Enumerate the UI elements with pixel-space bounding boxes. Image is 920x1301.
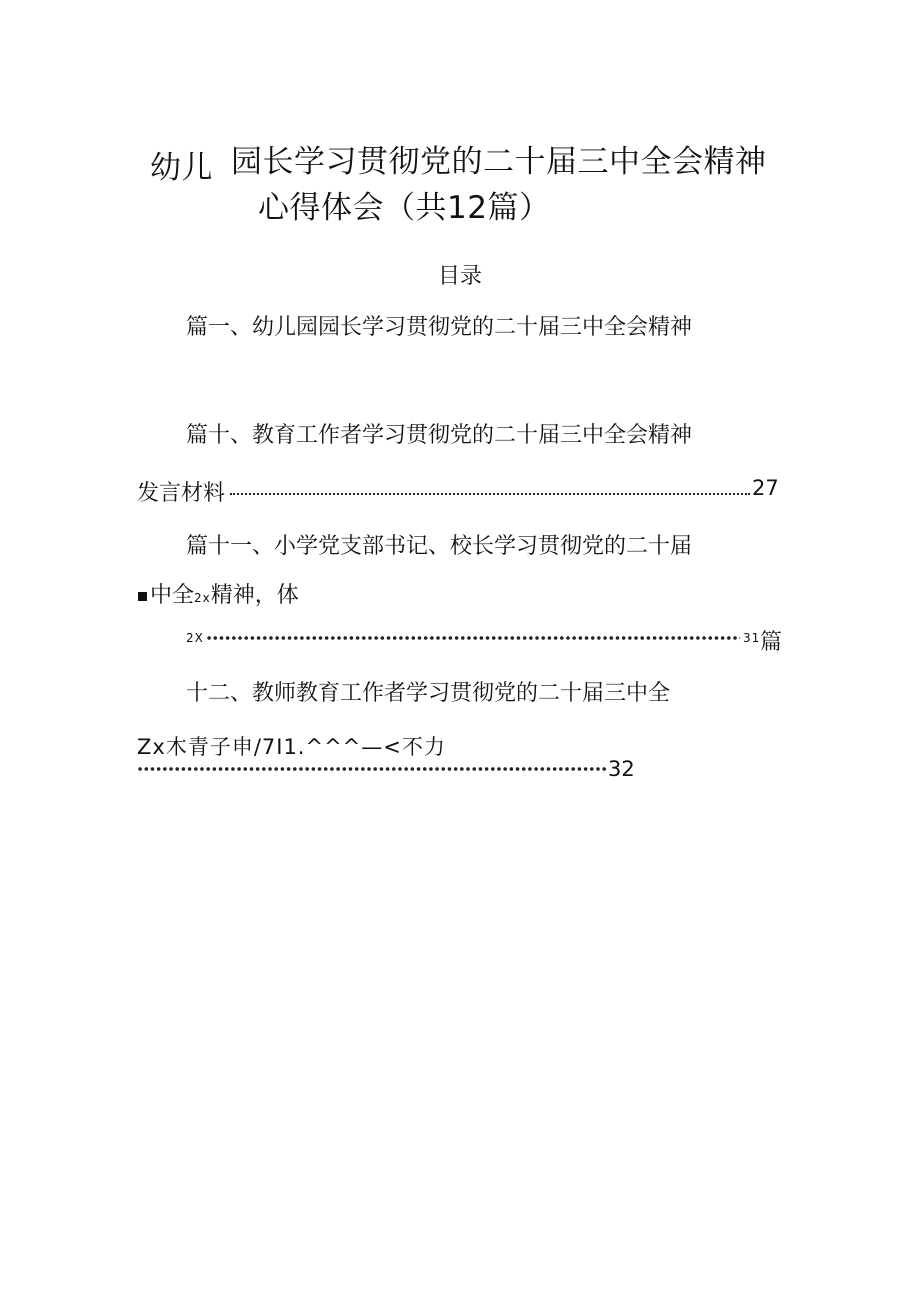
toc-entry-11-page-number: 31 <box>743 631 761 645</box>
toc-entry-12-continuation: Zx木青子申/7I1.^^^—<不力 <box>137 735 446 759</box>
toc-entry-11-small: 2x <box>194 591 211 605</box>
toc-entry-12-page-number: 32 <box>608 757 635 781</box>
square-bullet-icon <box>138 592 147 601</box>
toc-entry-1: 篇一、幼儿园园长学习贯彻党的二十届三中全会精神 <box>186 315 693 340</box>
document-title-part2: 园长学习贯彻党的二十届三中全会精神 <box>231 144 767 180</box>
toc-entry-11-leader-prefix: 2X <box>186 631 204 645</box>
toc-entry-11: 篇十一、小学党支部书记、校长学习贯彻党的二十届 <box>186 534 693 559</box>
toc-entry-11-leader <box>206 635 740 641</box>
toc-entry-11-suffix: 篇 <box>760 630 783 655</box>
toc-entry-11-part1: 中全 <box>150 583 195 608</box>
document-title-part1: 幼儿 <box>150 150 213 186</box>
toc-entry-10: 篇十、教育工作者学习贯彻党的二十届三中全会精神 <box>186 423 693 448</box>
toc-entry-11-part2: 精神，体 <box>210 583 299 608</box>
toc-entry-12: 十二、教师教育工作者学习贯彻党的二十届三中全 <box>186 681 671 706</box>
toc-entry-10-continuation: 发言材料 <box>137 481 226 506</box>
toc-entry-10-leader <box>230 493 750 495</box>
toc-heading: 目录 <box>438 264 483 289</box>
toc-entry-11-continuation <box>138 578 299 609</box>
toc-entry-10-page-number: 27 <box>752 476 779 500</box>
toc-entry-12-leader <box>137 766 607 772</box>
document-title-line2: 心得体会（共12篇） <box>258 190 551 226</box>
